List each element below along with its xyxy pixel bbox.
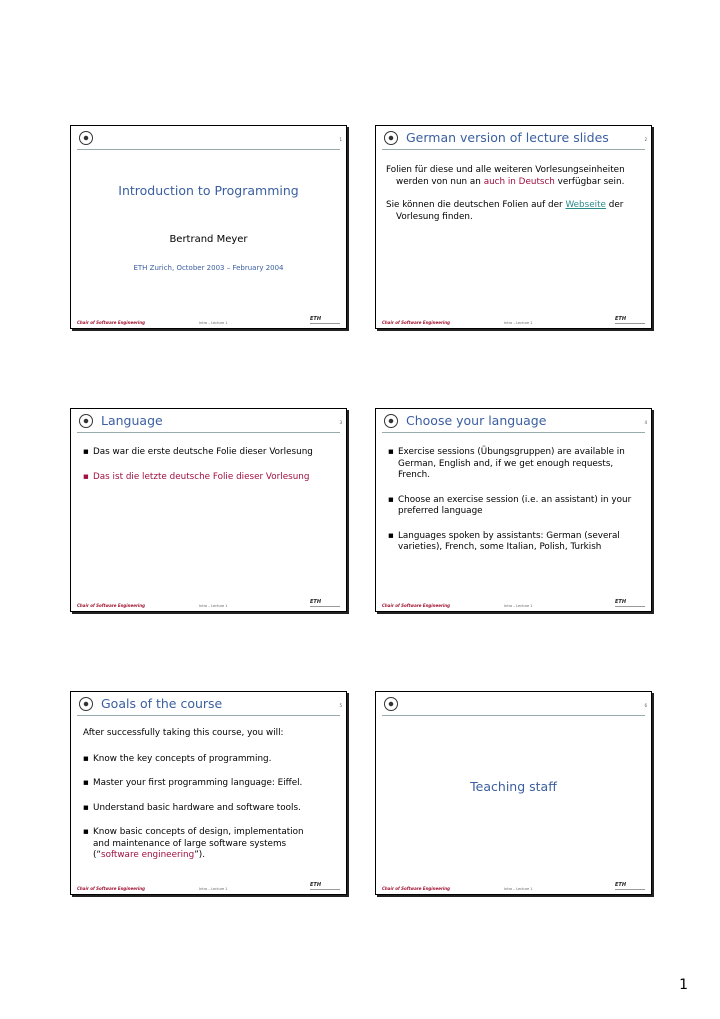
slide-number: 3 <box>339 420 342 425</box>
footer-chair: Chair of Software Engineering <box>77 320 145 325</box>
bullet-item: ▪ Languages spoken by assistants: German (several varieties), French, some Italian, Polish, Turkish <box>388 531 641 554</box>
bullet-item: ▪ Understand basic hardware and software tools. <box>83 803 336 815</box>
slide-number: 5 <box>339 703 342 708</box>
footer-lecture: Intro – Lecture 1 <box>199 604 228 608</box>
title-divider <box>382 149 645 150</box>
slide-footer <box>376 314 651 328</box>
slide-title: Language <box>101 413 163 428</box>
footer-chair: Chair of Software Engineering <box>382 320 450 325</box>
eth-logo-icon: ETH <box>310 883 340 891</box>
slide-number: 4 <box>644 420 647 425</box>
chair-logo-icon <box>79 697 93 711</box>
slide-body <box>386 165 641 235</box>
chair-logo-icon <box>384 697 398 711</box>
chair-logo-icon <box>79 131 93 145</box>
title-divider <box>77 715 340 716</box>
title-divider <box>77 432 340 433</box>
slide-footer <box>71 597 346 611</box>
eth-logo-icon: ETH <box>310 317 340 325</box>
slide-3 <box>70 408 347 612</box>
footer-lecture: Intro – Lecture 1 <box>199 321 228 325</box>
intro-text: After successfully taking this course, you will: <box>83 728 284 738</box>
title-divider <box>77 149 340 150</box>
bullet-item: ▪ Das war die erste deutsche Folie dieser Vorlesung <box>83 447 336 459</box>
eth-logo-icon: ETH <box>615 317 645 325</box>
footer-lecture: Intro – Lecture 1 <box>504 604 533 608</box>
title-divider <box>382 715 645 716</box>
slide-footer <box>71 880 346 894</box>
webseite-link[interactable]: Webseite <box>565 200 606 210</box>
slide-author: Bertrand Meyer <box>169 234 248 245</box>
page-number: 1 <box>679 977 688 993</box>
slide-title: German version of lecture slides <box>406 130 609 145</box>
slide-number: 6 <box>644 703 647 708</box>
slide-footer <box>71 314 346 328</box>
slide-body <box>83 728 336 875</box>
footer-lecture: Intro – Lecture 1 <box>504 321 533 325</box>
eth-logo-icon: ETH <box>615 883 645 891</box>
footer-chair: Chair of Software Engineering <box>77 886 145 891</box>
slide-1 <box>70 125 347 329</box>
chair-logo-icon <box>384 131 398 145</box>
slide-4 <box>375 408 652 612</box>
footer-lecture: Intro – Lecture 1 <box>504 887 533 891</box>
slide-footer <box>376 597 651 611</box>
slide-number: 1 <box>339 137 342 142</box>
bullet-item: ▪ Master your first programming language: Eiffel. <box>83 778 336 790</box>
eth-logo-icon: ETH <box>615 600 645 608</box>
slide-title: Choose your language <box>406 413 547 428</box>
slide-main-title: Introduction to Programming <box>118 183 299 198</box>
paragraph: Folien für diese und alle weiteren Vorlesungseinheiten werden von nun an auch in Deutsch verfügbar sein. <box>386 165 625 187</box>
footer-chair: Chair of Software Engineering <box>77 603 145 608</box>
slide-number: 2 <box>644 137 647 142</box>
bullet-item: ▪ Know the key concepts of programming. <box>83 754 336 766</box>
slide-subtitle: ETH Zurich, October 2003 – February 2004 <box>133 264 284 272</box>
slide-body <box>83 447 336 496</box>
footer-chair: Chair of Software Engineering <box>382 603 450 608</box>
paragraph: Sie können die deutschen Folien auf der Webseite der Vorlesung finden. <box>386 200 624 222</box>
footer-lecture: Intro – Lecture 1 <box>199 887 228 891</box>
eth-logo-icon: ETH <box>310 600 340 608</box>
title-divider <box>382 432 645 433</box>
slide-2 <box>375 125 652 329</box>
chair-logo-icon <box>79 414 93 428</box>
slide-footer <box>376 880 651 894</box>
slide-6 <box>375 691 652 895</box>
bullet-item: ▪ Exercise sessions (Übungsgruppen) are available in German, English and, if we get enough requests, French. <box>388 447 641 482</box>
slide-body <box>388 447 641 567</box>
bullet-item: ▪ Choose an exercise session (i.e. an assistant) in your preferred language <box>388 495 641 518</box>
bullet-item: ▪ Das ist die letzte deutsche Folie dieser Vorlesung <box>83 472 336 484</box>
chair-logo-icon <box>384 414 398 428</box>
slide-title: Goals of the course <box>101 696 223 711</box>
slide-5 <box>70 691 347 895</box>
footer-chair: Chair of Software Engineering <box>382 886 450 891</box>
bullet-item: ▪ Know basic concepts of design, implementation and maintenance of large software systems (“software engineering”). <box>83 827 316 862</box>
slide-main-title: Teaching staff <box>470 779 557 794</box>
